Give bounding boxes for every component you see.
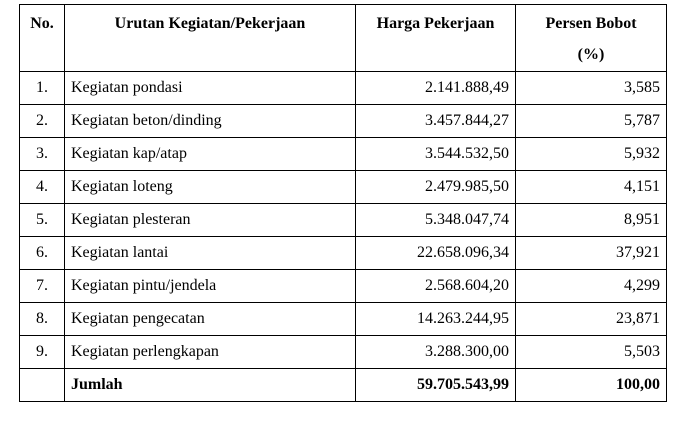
row-activity: Kegiatan pengecatan <box>65 303 356 336</box>
row-activity: Kegiatan pintu/jendela <box>65 270 356 303</box>
total-price: 59.705.543,99 <box>356 369 516 402</box>
row-price: 22.658.096,34 <box>356 237 516 270</box>
table-row <box>20 72 667 105</box>
table-row <box>20 237 667 270</box>
total-row <box>20 369 667 402</box>
row-no: 8. <box>20 303 65 336</box>
row-activity: Kegiatan plesteran <box>65 204 356 237</box>
table-row <box>20 105 667 138</box>
row-activity: Kegiatan kap/atap <box>65 138 356 171</box>
table-row <box>20 204 667 237</box>
row-price: 2.479.985,50 <box>356 171 516 204</box>
row-no: 9. <box>20 336 65 369</box>
row-activity: Kegiatan loteng <box>65 171 356 204</box>
row-activity: Kegiatan pondasi <box>65 72 356 105</box>
row-no: 4. <box>20 171 65 204</box>
row-price: 3.457.844,27 <box>356 105 516 138</box>
header-activity: Urutan Kegiatan/Pekerjaan <box>65 5 356 72</box>
row-no: 3. <box>20 138 65 171</box>
row-price: 2.141.888,49 <box>356 72 516 105</box>
total-weight: 100,00 <box>516 369 667 402</box>
row-price: 5.348.047,74 <box>356 204 516 237</box>
row-weight: 23,871 <box>516 303 667 336</box>
row-no: 6. <box>20 237 65 270</box>
row-no: 1. <box>20 72 65 105</box>
row-weight: 4,151 <box>516 171 667 204</box>
row-activity: Kegiatan lantai <box>65 237 356 270</box>
header-weight <box>516 5 667 72</box>
table-row <box>20 303 667 336</box>
header-weight-line2: (%) <box>577 46 605 63</box>
row-price: 2.568.604,20 <box>356 270 516 303</box>
header-no: No. <box>20 5 65 72</box>
row-price: 3.544.532,50 <box>356 138 516 171</box>
table-row <box>20 138 667 171</box>
row-weight: 3,585 <box>516 72 667 105</box>
row-weight: 8,951 <box>516 204 667 237</box>
row-no: 5. <box>20 204 65 237</box>
row-weight: 5,503 <box>516 336 667 369</box>
total-no-cell <box>20 369 65 402</box>
total-label: Jumlah <box>65 369 356 402</box>
header-weight-line1: Persen Bobot <box>545 15 637 32</box>
row-weight: 5,932 <box>516 138 667 171</box>
header-row <box>20 5 667 72</box>
row-weight: 4,299 <box>516 270 667 303</box>
row-activity: Kegiatan beton/dinding <box>65 105 356 138</box>
table-row <box>20 171 667 204</box>
table-row <box>20 270 667 303</box>
row-price: 14.263.244,95 <box>356 303 516 336</box>
row-no: 7. <box>20 270 65 303</box>
work-cost-table <box>19 4 667 402</box>
row-weight: 5,787 <box>516 105 667 138</box>
row-no: 2. <box>20 105 65 138</box>
row-price: 3.288.300,00 <box>356 336 516 369</box>
table-row <box>20 336 667 369</box>
row-weight: 37,921 <box>516 237 667 270</box>
header-price: Harga Pekerjaan <box>356 5 516 72</box>
row-activity: Kegiatan perlengkapan <box>65 336 356 369</box>
